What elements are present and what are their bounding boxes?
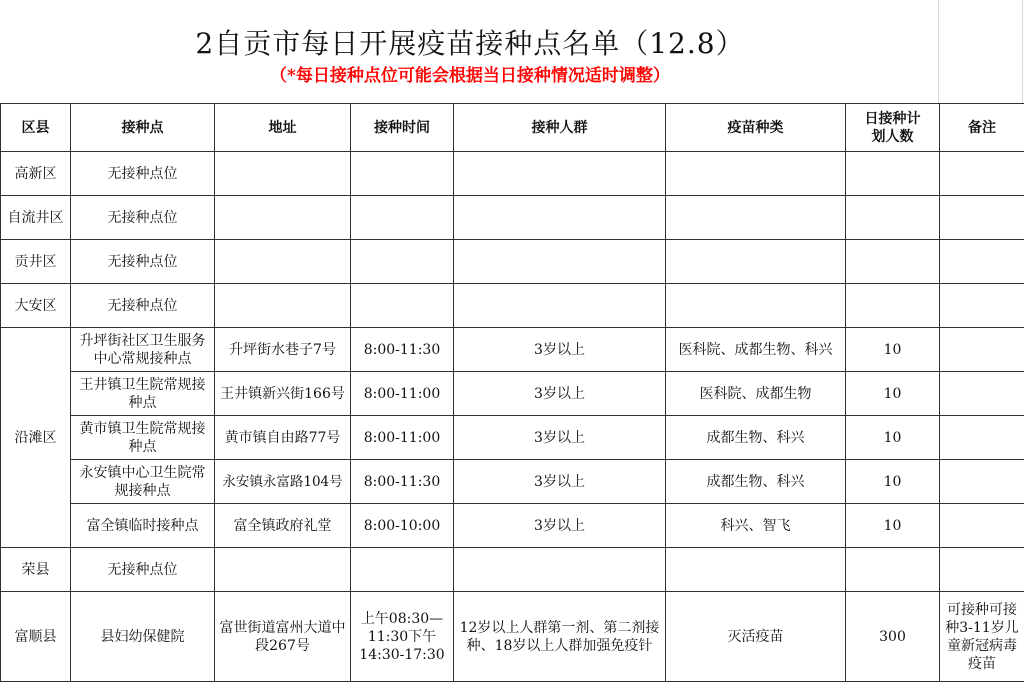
- time-cell: 8:00-11:00: [351, 372, 454, 416]
- site-cell: 无接种点位: [71, 196, 215, 240]
- table-header-row: [1, 104, 1024, 152]
- plan-cell: 300: [846, 592, 940, 682]
- district-cell: 大安区: [1, 284, 71, 328]
- population-cell: 3岁以上: [454, 416, 666, 460]
- site-cell: 升坪街社区卫生服务中心常规接种点: [71, 328, 215, 372]
- population-cell: 3岁以上: [454, 372, 666, 416]
- table-row: [1, 416, 1024, 460]
- district-cell: 自流井区: [1, 196, 71, 240]
- population-cell: 3岁以上: [454, 328, 666, 372]
- vaccine-cell: 成都生物、科兴: [666, 460, 846, 504]
- population-cell: 12岁以上人群第一剂、第二剂接种、18岁以上人群加强免疫针: [454, 592, 666, 682]
- site-cell: 无接种点位: [71, 548, 215, 592]
- address-cell: 富全镇政府礼堂: [215, 504, 351, 548]
- population-cell: 3岁以上: [454, 460, 666, 504]
- vaccination-sites-table: [0, 103, 1024, 682]
- vaccine-cell: 科兴、智飞: [666, 504, 846, 548]
- district-cell: 沿滩区: [1, 328, 71, 548]
- address-cell: 永安镇永富路104号: [215, 460, 351, 504]
- address-cell: 升坪街水巷子7号: [215, 328, 351, 372]
- address-cell: 富世街道富州大道中段267号: [215, 592, 351, 682]
- header-note: 备注: [940, 104, 1024, 152]
- table-row: [1, 240, 1024, 284]
- table-row: [1, 284, 1024, 328]
- header-site: 接种点: [71, 104, 215, 152]
- site-cell: 无接种点位: [71, 240, 215, 284]
- time-cell: 8:00-11:30: [351, 460, 454, 504]
- page-title: 2自贡市每日开展疫苗接种点名单（12.8）: [195, 27, 745, 60]
- site-cell: 富全镇临时接种点: [71, 504, 215, 548]
- vaccine-cell: 医科院、成都生物: [666, 372, 846, 416]
- header-plan: 日接种计划人数: [846, 104, 940, 152]
- vaccine-cell: 成都生物、科兴: [666, 416, 846, 460]
- time-cell: 8:00-11:30: [351, 328, 454, 372]
- vaccine-cell: 灭活疫苗: [666, 592, 846, 682]
- site-cell: 王井镇卫生院常规接种点: [71, 372, 215, 416]
- table-row: [1, 328, 1024, 372]
- vaccine-cell: 医科院、成都生物、科兴: [666, 328, 846, 372]
- plan-cell: 10: [846, 504, 940, 548]
- site-cell: 永安镇中心卫生院常规接种点: [71, 460, 215, 504]
- time-cell: 8:00-11:00: [351, 416, 454, 460]
- district-cell: 富顺县: [1, 592, 71, 682]
- address-cell: 黄市镇自由路77号: [215, 416, 351, 460]
- table-row: [1, 548, 1024, 592]
- page-subtitle: （*每日接种点位可能会根据当日接种情况适时调整）: [270, 66, 670, 86]
- table-row: [1, 196, 1024, 240]
- time-cell: 上午08:30—11:30下午14:30-17:30: [351, 592, 454, 682]
- district-cell: 高新区: [1, 152, 71, 196]
- header-vaccine: 疫苗种类: [666, 104, 846, 152]
- table-row: [1, 152, 1024, 196]
- header-time: 接种时间: [351, 104, 454, 152]
- table-row: [1, 592, 1024, 682]
- table-row: [1, 372, 1024, 416]
- population-cell: 3岁以上: [454, 504, 666, 548]
- plan-cell: 10: [846, 416, 940, 460]
- site-cell: 黄市镇卫生院常规接种点: [71, 416, 215, 460]
- plan-cell: 10: [846, 460, 940, 504]
- time-cell: 8:00-10:00: [351, 504, 454, 548]
- site-cell: 无接种点位: [71, 152, 215, 196]
- district-cell: 荣县: [1, 548, 71, 592]
- header-address: 地址: [215, 104, 351, 152]
- plan-cell: 10: [846, 372, 940, 416]
- address-cell: 王井镇新兴街166号: [215, 372, 351, 416]
- table-row: [1, 504, 1024, 548]
- site-cell: 无接种点位: [71, 284, 215, 328]
- header-population: 接种人群: [454, 104, 666, 152]
- site-cell: 县妇幼保健院: [71, 592, 215, 682]
- district-cell: 贡井区: [1, 240, 71, 284]
- header-district: 区县: [1, 104, 71, 152]
- note-cell: 可接种可接种3-11岁儿童新冠病毒疫苗: [940, 592, 1024, 682]
- plan-cell: 10: [846, 328, 940, 372]
- table-row: [1, 460, 1024, 504]
